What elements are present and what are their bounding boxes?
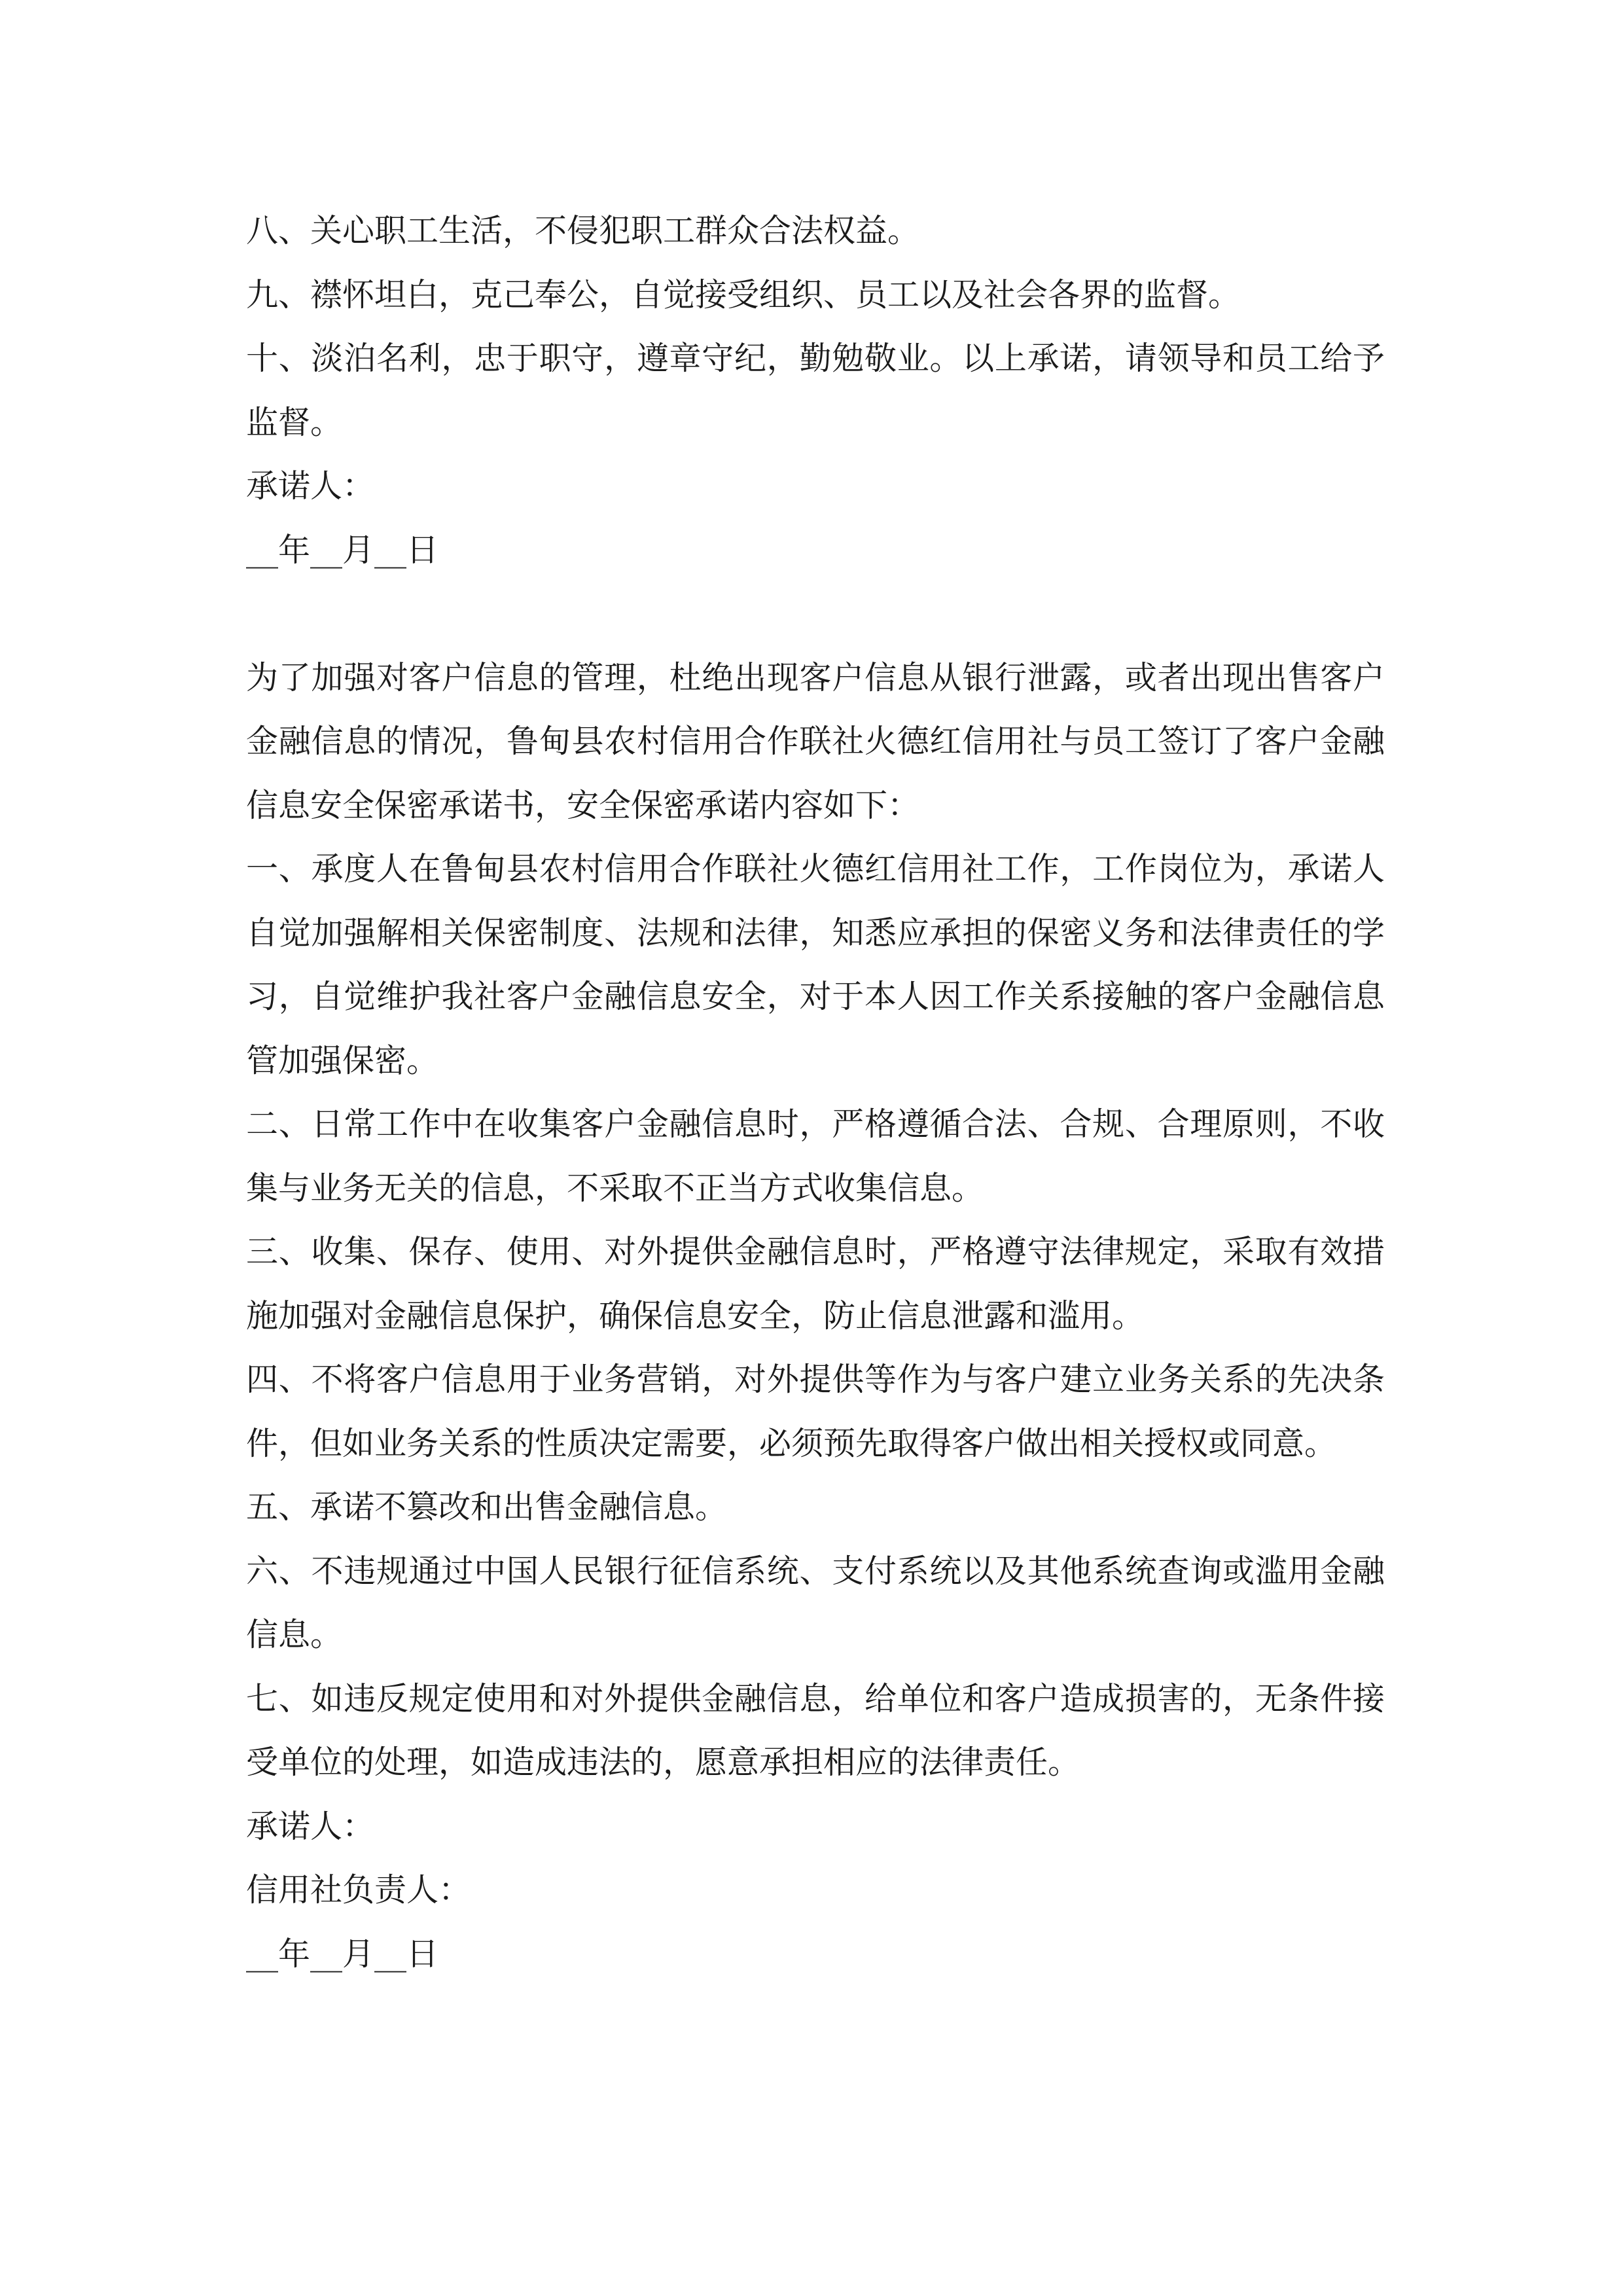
commitment-item-8: 八、关心职工生活，不侵犯职工群众合法权益。 [246,212,920,249]
confidentiality-item-3: 三、收集、保存、使用、对外提供金融信息时，严格遵守法律规定，采取有效措施加强对金融信息保护，确保信息安全，防止信息泄露和滥用。 [246,1233,1385,1335]
confidentiality-item-2: 二、日常工作中在收集客户金融信息时，严格遵循合法、合规、合理原则，不收集与业务无关的信息，不采取不正当方式收集信息。 [246,1105,1385,1207]
signer-label-2: 承诺人： [246,1807,375,1845]
date-line-2: __年__月__日 [246,1935,439,1973]
confidentiality-item-4: 四、不将客户信息用于业务营销，对外提供等作为与客户建立业务关系的先决条件，但如业务关系的性质决定需要，必须预先取得客户做出相关授权或同意。 [246,1361,1385,1462]
section-gap [246,582,1385,646]
credit-union-head-label: 信用社负责人： [246,1871,471,1909]
confidentiality-item-7: 七、如违反规定使用和对外提供金融信息，给单位和客户造成损害的，无条件接受单位的处理，如造成违法的，愿意承担相应的法律责任。 [246,1679,1385,1781]
confidentiality-item-5: 五、承诺不篡改和出售金融信息。 [246,1488,728,1526]
intro-paragraph: 为了加强对客户信息的管理，杜绝出现客户信息从银行泄露，或者出现出售客户金融信息的情况，鲁甸县农村信用合作联社火德红信用社与员工签订了客户金融信息安全保密承诺书，安全保密承诺内容如下： [246,658,1385,824]
signer-label: 承诺人： [246,467,375,505]
confidentiality-item-1: 一、承度人在鲁甸县农村信用合作联社火德红信用社工作，工作岗位为，承诺人自觉加强解相关保密制度、法规和法律，知悉应承担的保密义务和法律责任的学习，自觉维护我社客户金融信息安全，对于本人因工作关系接触的客户金融信息管加强保密。 [246,850,1385,1079]
date-line: __年__月__日 [246,531,439,569]
confidentiality-item-6: 六、不违规通过中国人民银行征信系统、支付系统以及其他系统查询或滥用金融信息。 [246,1552,1385,1653]
commitment-item-10: 十、淡泊名利，忠于职守，遵章守纪，勤勉敬业。以上承诺，请领导和员工给予监督。 [246,340,1385,441]
document-body [246,199,1385,1986]
commitment-item-9: 九、襟怀坦白，克己奉公，自觉接受组织、员工以及社会各界的监督。 [246,276,1241,314]
